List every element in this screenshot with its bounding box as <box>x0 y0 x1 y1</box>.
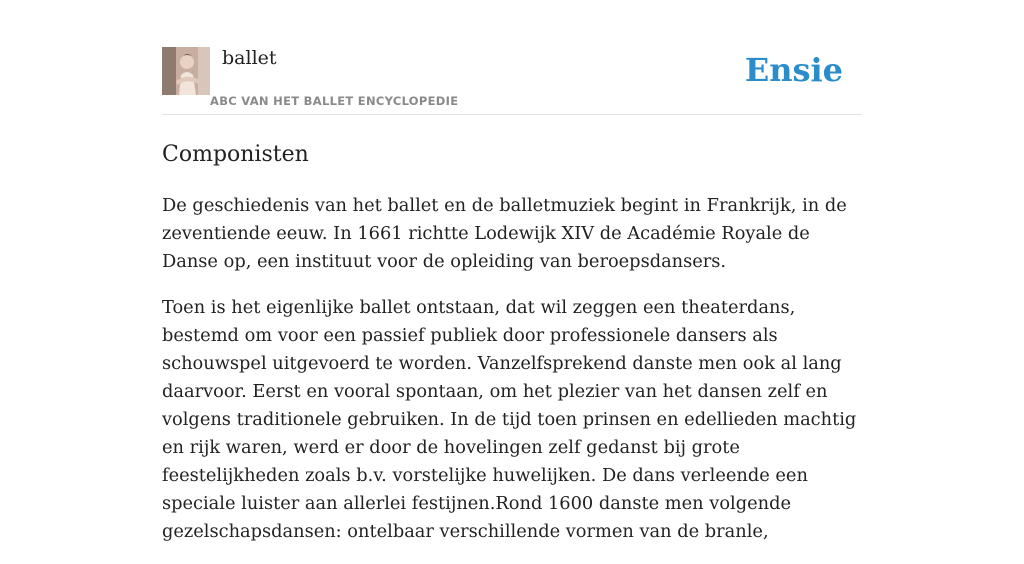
article-title: Componisten <box>162 142 309 167</box>
source-name[interactable]: ballet <box>222 47 277 69</box>
ballet-dancer-avatar-icon <box>162 47 210 95</box>
article-header <box>162 0 862 115</box>
avatar[interactable] <box>162 47 210 95</box>
brand-logo[interactable]: Ensie <box>744 51 843 89</box>
source-subtitle[interactable]: ABC VAN HET BALLET ENCYCLOPEDIE <box>210 94 459 108</box>
article-paragraph: De geschiedenis van het ballet en de balletmuziek begint in Frankrijk, in de zeventiende eeuw. In 1661 richtte Lodewijk XIV de Académie Royale de Danse op, een instituut voor de opleiding van beroepsdansers. <box>162 195 847 272</box>
article-container <box>162 0 862 542</box>
article-body <box>162 192 862 564</box>
article-paragraph: Toen is het eigenlijke ballet ontstaan, dat wil zeggen een theaterdans, bestemd om voor een passief publiek door professionele dansers als schouwspel uitgevoerd te worden. Vanzelfsprekend danste men ook al lang daarvoor. Eerst en vooral spontaan, om het plezier van het dansen zelf en volgens traditionele gebruiken. In de tijd toen prinsen en edellieden machtig en rijk waren, werd er door de hovelingen zelf gedanst bij grote feestelijkheden zoals b.v. vorstelijke huwelijken. De dans verleende een speciale luister aan allerlei festijnen.Rond 1600 danste men volgende gezelschapsdansen: ontelbaar verschillende vormen van de branle, <box>162 297 857 542</box>
